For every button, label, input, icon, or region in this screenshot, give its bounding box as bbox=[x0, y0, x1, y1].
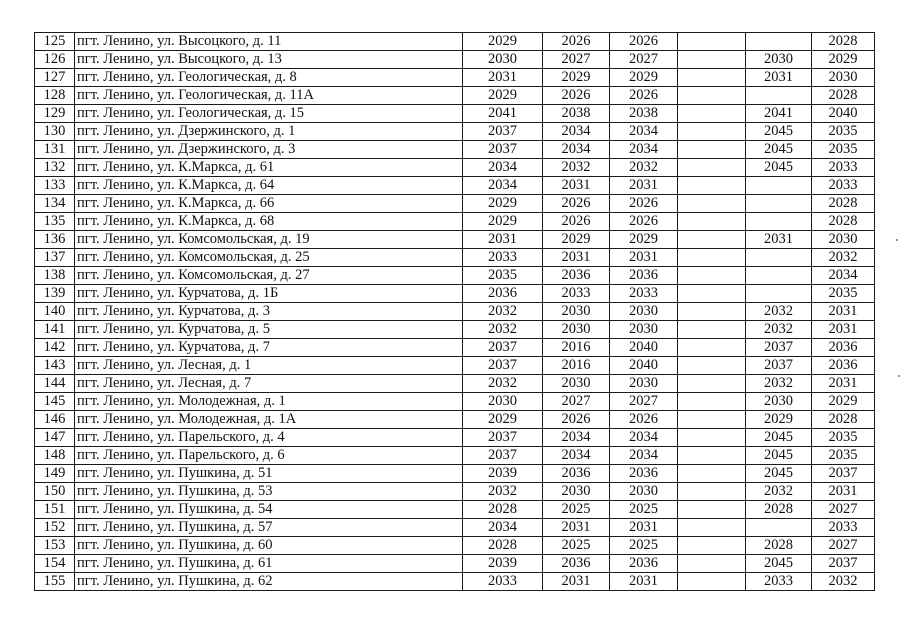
year-cell-2: 2026 bbox=[543, 195, 610, 213]
table-row bbox=[35, 141, 875, 159]
year-cell-1: 2031 bbox=[463, 69, 543, 87]
row-number: 148 bbox=[35, 447, 75, 465]
year-cell-4 bbox=[678, 429, 746, 447]
address-cell: пгт. Ленино, ул. Дзержинского, д. 1 bbox=[75, 123, 463, 141]
year-cell-6: 2028 bbox=[812, 33, 875, 51]
year-cell-4 bbox=[678, 393, 746, 411]
year-cell-5: 2028 bbox=[746, 501, 812, 519]
row-number: 151 bbox=[35, 501, 75, 519]
address-cell: пгт. Ленино, ул. К.Маркса, д. 64 bbox=[75, 177, 463, 195]
year-cell-3: 2027 bbox=[610, 393, 678, 411]
row-number: 140 bbox=[35, 303, 75, 321]
address-cell: пгт. Ленино, ул. Лесная, д. 1 bbox=[75, 357, 463, 375]
table-row bbox=[35, 303, 875, 321]
year-cell-1: 2037 bbox=[463, 429, 543, 447]
year-cell-3: 2034 bbox=[610, 141, 678, 159]
year-cell-6: 2028 bbox=[812, 87, 875, 105]
table-body bbox=[35, 33, 875, 591]
year-cell-4 bbox=[678, 375, 746, 393]
year-cell-2: 2031 bbox=[543, 177, 610, 195]
year-cell-5: 2045 bbox=[746, 159, 812, 177]
year-cell-5: 2045 bbox=[746, 555, 812, 573]
year-cell-4 bbox=[678, 501, 746, 519]
address-cell: пгт. Ленино, ул. Курчатова, д. 7 bbox=[75, 339, 463, 357]
table-row bbox=[35, 483, 875, 501]
year-cell-5 bbox=[746, 519, 812, 537]
year-cell-3: 2040 bbox=[610, 339, 678, 357]
year-cell-1: 2033 bbox=[463, 249, 543, 267]
year-cell-2: 2016 bbox=[543, 339, 610, 357]
address-cell: пгт. Ленино, ул. Комсомольская, д. 27 bbox=[75, 267, 463, 285]
year-cell-2: 2034 bbox=[543, 429, 610, 447]
table-row bbox=[35, 69, 875, 87]
year-cell-3: 2030 bbox=[610, 303, 678, 321]
year-cell-1: 2037 bbox=[463, 123, 543, 141]
address-cell: пгт. Ленино, ул. К.Маркса, д. 61 bbox=[75, 159, 463, 177]
year-cell-2: 2026 bbox=[543, 87, 610, 105]
year-cell-4 bbox=[678, 411, 746, 429]
row-number: 128 bbox=[35, 87, 75, 105]
year-cell-1: 2037 bbox=[463, 357, 543, 375]
year-cell-1: 2032 bbox=[463, 375, 543, 393]
year-cell-2: 2031 bbox=[543, 249, 610, 267]
row-number: 143 bbox=[35, 357, 75, 375]
year-cell-6: 2037 bbox=[812, 465, 875, 483]
year-cell-3: 2025 bbox=[610, 501, 678, 519]
table-row bbox=[35, 537, 875, 555]
year-cell-5: 2045 bbox=[746, 447, 812, 465]
year-cell-3: 2030 bbox=[610, 321, 678, 339]
year-cell-1: 2030 bbox=[463, 393, 543, 411]
address-cell: пгт. Ленино, ул. Дзержинского, д. 3 bbox=[75, 141, 463, 159]
year-cell-2: 2031 bbox=[543, 519, 610, 537]
year-cell-2: 2034 bbox=[543, 123, 610, 141]
year-cell-1: 2032 bbox=[463, 321, 543, 339]
year-cell-3: 2034 bbox=[610, 447, 678, 465]
year-cell-5: 2032 bbox=[746, 375, 812, 393]
table-row bbox=[35, 213, 875, 231]
year-cell-5: 2031 bbox=[746, 231, 812, 249]
table-row bbox=[35, 321, 875, 339]
year-cell-5: 2041 bbox=[746, 105, 812, 123]
address-cell: пгт. Ленино, ул. Пушкина, д. 60 bbox=[75, 537, 463, 555]
year-cell-1: 2034 bbox=[463, 177, 543, 195]
year-cell-1: 2037 bbox=[463, 141, 543, 159]
year-cell-6: 2036 bbox=[812, 339, 875, 357]
year-cell-3: 2033 bbox=[610, 285, 678, 303]
row-number: 152 bbox=[35, 519, 75, 537]
year-cell-2: 2036 bbox=[543, 465, 610, 483]
year-cell-4 bbox=[678, 69, 746, 87]
table-row bbox=[35, 177, 875, 195]
year-cell-1: 2028 bbox=[463, 537, 543, 555]
year-cell-3: 2031 bbox=[610, 249, 678, 267]
year-cell-6: 2035 bbox=[812, 123, 875, 141]
table-row bbox=[35, 519, 875, 537]
year-cell-2: 2026 bbox=[543, 411, 610, 429]
year-cell-6: 2027 bbox=[812, 537, 875, 555]
year-cell-5: 2033 bbox=[746, 573, 812, 591]
year-cell-6: 2035 bbox=[812, 429, 875, 447]
row-number: 131 bbox=[35, 141, 75, 159]
year-cell-2: 2036 bbox=[543, 267, 610, 285]
year-cell-4 bbox=[678, 357, 746, 375]
table-row bbox=[35, 447, 875, 465]
address-cell: пгт. Ленино, ул. Пушкина, д. 57 bbox=[75, 519, 463, 537]
table-row bbox=[35, 51, 875, 69]
address-cell: пгт. Ленино, ул. Геологическая, д. 8 bbox=[75, 69, 463, 87]
year-cell-3: 2031 bbox=[610, 519, 678, 537]
year-cell-6: 2036 bbox=[812, 357, 875, 375]
scan-speck bbox=[896, 239, 898, 241]
year-cell-4 bbox=[678, 267, 746, 285]
year-cell-2: 2030 bbox=[543, 375, 610, 393]
year-cell-1: 2029 bbox=[463, 33, 543, 51]
table-row bbox=[35, 375, 875, 393]
year-cell-6: 2029 bbox=[812, 393, 875, 411]
row-number: 129 bbox=[35, 105, 75, 123]
row-number: 154 bbox=[35, 555, 75, 573]
row-number: 141 bbox=[35, 321, 75, 339]
year-cell-4 bbox=[678, 573, 746, 591]
year-cell-5: 2032 bbox=[746, 321, 812, 339]
row-number: 155 bbox=[35, 573, 75, 591]
year-cell-2: 2027 bbox=[543, 51, 610, 69]
address-cell: пгт. Ленино, ул. Пушкина, д. 53 bbox=[75, 483, 463, 501]
year-cell-3: 2036 bbox=[610, 465, 678, 483]
address-cell: пгт. Ленино, ул. Геологическая, д. 15 bbox=[75, 105, 463, 123]
year-cell-1: 2035 bbox=[463, 267, 543, 285]
year-cell-2: 2030 bbox=[543, 321, 610, 339]
year-cell-1: 2039 bbox=[463, 555, 543, 573]
table-row bbox=[35, 393, 875, 411]
address-cell: пгт. Ленино, ул. Лесная, д. 7 bbox=[75, 375, 463, 393]
table-row bbox=[35, 555, 875, 573]
year-cell-3: 2025 bbox=[610, 537, 678, 555]
address-cell: пгт. Ленино, ул. Комсомольская, д. 19 bbox=[75, 231, 463, 249]
year-cell-2: 2030 bbox=[543, 483, 610, 501]
year-cell-2: 2025 bbox=[543, 537, 610, 555]
year-cell-6: 2031 bbox=[812, 483, 875, 501]
year-cell-5 bbox=[746, 267, 812, 285]
table-row bbox=[35, 195, 875, 213]
table-row bbox=[35, 465, 875, 483]
year-cell-3: 2031 bbox=[610, 177, 678, 195]
year-cell-5: 2037 bbox=[746, 339, 812, 357]
table-row bbox=[35, 501, 875, 519]
year-cell-5 bbox=[746, 195, 812, 213]
year-cell-6: 2030 bbox=[812, 231, 875, 249]
year-cell-3: 2026 bbox=[610, 33, 678, 51]
year-cell-2: 2026 bbox=[543, 33, 610, 51]
year-cell-5: 2045 bbox=[746, 141, 812, 159]
address-cell: пгт. Ленино, ул. К.Маркса, д. 66 bbox=[75, 195, 463, 213]
year-cell-6: 2028 bbox=[812, 213, 875, 231]
year-cell-1: 2030 bbox=[463, 51, 543, 69]
row-number: 144 bbox=[35, 375, 75, 393]
year-cell-3: 2031 bbox=[610, 573, 678, 591]
year-cell-3: 2026 bbox=[610, 411, 678, 429]
table-row bbox=[35, 429, 875, 447]
year-cell-3: 2034 bbox=[610, 429, 678, 447]
year-cell-3: 2027 bbox=[610, 51, 678, 69]
row-number: 139 bbox=[35, 285, 75, 303]
year-cell-4 bbox=[678, 105, 746, 123]
row-number: 138 bbox=[35, 267, 75, 285]
year-cell-2: 2032 bbox=[543, 159, 610, 177]
year-cell-3: 2026 bbox=[610, 87, 678, 105]
year-cell-3: 2026 bbox=[610, 213, 678, 231]
year-cell-5: 2029 bbox=[746, 411, 812, 429]
year-cell-2: 2031 bbox=[543, 573, 610, 591]
year-cell-3: 2029 bbox=[610, 69, 678, 87]
year-cell-1: 2036 bbox=[463, 285, 543, 303]
address-cell: пгт. Ленино, ул. Комсомольская, д. 25 bbox=[75, 249, 463, 267]
year-cell-5: 2032 bbox=[746, 483, 812, 501]
year-cell-4 bbox=[678, 321, 746, 339]
year-cell-2: 2036 bbox=[543, 555, 610, 573]
row-number: 142 bbox=[35, 339, 75, 357]
year-cell-1: 2031 bbox=[463, 231, 543, 249]
year-cell-5: 2031 bbox=[746, 69, 812, 87]
year-cell-6: 2034 bbox=[812, 267, 875, 285]
year-cell-5: 2045 bbox=[746, 429, 812, 447]
address-cell: пгт. Ленино, ул. К.Маркса, д. 68 bbox=[75, 213, 463, 231]
table-row bbox=[35, 231, 875, 249]
row-number: 126 bbox=[35, 51, 75, 69]
year-cell-5 bbox=[746, 87, 812, 105]
table-row bbox=[35, 573, 875, 591]
year-cell-2: 2034 bbox=[543, 141, 610, 159]
row-number: 133 bbox=[35, 177, 75, 195]
address-cell: пгт. Ленино, ул. Курчатова, д. 3 bbox=[75, 303, 463, 321]
year-cell-6: 2032 bbox=[812, 249, 875, 267]
year-cell-4 bbox=[678, 285, 746, 303]
row-number: 132 bbox=[35, 159, 75, 177]
year-cell-6: 2040 bbox=[812, 105, 875, 123]
year-cell-6: 2028 bbox=[812, 195, 875, 213]
address-cell: пгт. Ленино, ул. Пушкина, д. 54 bbox=[75, 501, 463, 519]
year-cell-1: 2028 bbox=[463, 501, 543, 519]
table-row bbox=[35, 87, 875, 105]
year-cell-2: 2029 bbox=[543, 69, 610, 87]
year-cell-4 bbox=[678, 87, 746, 105]
year-cell-2: 2027 bbox=[543, 393, 610, 411]
row-number: 135 bbox=[35, 213, 75, 231]
year-cell-6: 2027 bbox=[812, 501, 875, 519]
housing-schedule-table bbox=[34, 32, 875, 591]
year-cell-4 bbox=[678, 141, 746, 159]
year-cell-4 bbox=[678, 33, 746, 51]
address-cell: пгт. Ленино, ул. Пушкина, д. 61 bbox=[75, 555, 463, 573]
address-cell: пгт. Ленино, ул. Курчатова, д. 5 bbox=[75, 321, 463, 339]
year-cell-6: 2031 bbox=[812, 321, 875, 339]
year-cell-4 bbox=[678, 213, 746, 231]
year-cell-4 bbox=[678, 537, 746, 555]
year-cell-2: 2030 bbox=[543, 303, 610, 321]
year-cell-4 bbox=[678, 483, 746, 501]
row-number: 149 bbox=[35, 465, 75, 483]
address-cell: пгт. Ленино, ул. Геологическая, д. 11А bbox=[75, 87, 463, 105]
row-number: 134 bbox=[35, 195, 75, 213]
year-cell-6: 2028 bbox=[812, 411, 875, 429]
year-cell-4 bbox=[678, 177, 746, 195]
year-cell-6: 2031 bbox=[812, 375, 875, 393]
row-number: 127 bbox=[35, 69, 75, 87]
year-cell-3: 2036 bbox=[610, 267, 678, 285]
address-cell: пгт. Ленино, ул. Парельского, д. 4 bbox=[75, 429, 463, 447]
year-cell-3: 2026 bbox=[610, 195, 678, 213]
scan-speck bbox=[898, 375, 900, 377]
row-number: 153 bbox=[35, 537, 75, 555]
year-cell-4 bbox=[678, 159, 746, 177]
row-number: 130 bbox=[35, 123, 75, 141]
year-cell-3: 2040 bbox=[610, 357, 678, 375]
address-cell: пгт. Ленино, ул. Пушкина, д. 51 bbox=[75, 465, 463, 483]
year-cell-2: 2038 bbox=[543, 105, 610, 123]
year-cell-1: 2033 bbox=[463, 573, 543, 591]
address-cell: пгт. Ленино, ул. Высоцкого, д. 11 bbox=[75, 33, 463, 51]
row-number: 137 bbox=[35, 249, 75, 267]
year-cell-5 bbox=[746, 213, 812, 231]
year-cell-4 bbox=[678, 465, 746, 483]
year-cell-1: 2029 bbox=[463, 195, 543, 213]
year-cell-3: 2030 bbox=[610, 375, 678, 393]
year-cell-5: 2032 bbox=[746, 303, 812, 321]
year-cell-1: 2029 bbox=[463, 411, 543, 429]
table-row bbox=[35, 33, 875, 51]
year-cell-1: 2034 bbox=[463, 159, 543, 177]
year-cell-3: 2030 bbox=[610, 483, 678, 501]
year-cell-1: 2039 bbox=[463, 465, 543, 483]
year-cell-3: 2036 bbox=[610, 555, 678, 573]
year-cell-1: 2029 bbox=[463, 87, 543, 105]
year-cell-1: 2029 bbox=[463, 213, 543, 231]
year-cell-5: 2037 bbox=[746, 357, 812, 375]
year-cell-2: 2025 bbox=[543, 501, 610, 519]
year-cell-6: 2033 bbox=[812, 177, 875, 195]
year-cell-4 bbox=[678, 519, 746, 537]
year-cell-4 bbox=[678, 51, 746, 69]
year-cell-5: 2045 bbox=[746, 123, 812, 141]
year-cell-1: 2034 bbox=[463, 519, 543, 537]
address-cell: пгт. Ленино, ул. Молодежная, д. 1 bbox=[75, 393, 463, 411]
year-cell-2: 2033 bbox=[543, 285, 610, 303]
row-number: 125 bbox=[35, 33, 75, 51]
year-cell-6: 2031 bbox=[812, 303, 875, 321]
year-cell-6: 2035 bbox=[812, 285, 875, 303]
year-cell-1: 2037 bbox=[463, 447, 543, 465]
table-row bbox=[35, 267, 875, 285]
year-cell-5: 2045 bbox=[746, 465, 812, 483]
table-row bbox=[35, 411, 875, 429]
year-cell-4 bbox=[678, 303, 746, 321]
table-row bbox=[35, 339, 875, 357]
row-number: 136 bbox=[35, 231, 75, 249]
year-cell-1: 2037 bbox=[463, 339, 543, 357]
year-cell-6: 2030 bbox=[812, 69, 875, 87]
year-cell-2: 2016 bbox=[543, 357, 610, 375]
year-cell-4 bbox=[678, 339, 746, 357]
year-cell-4 bbox=[678, 231, 746, 249]
table-row bbox=[35, 285, 875, 303]
year-cell-5: 2030 bbox=[746, 51, 812, 69]
year-cell-2: 2029 bbox=[543, 231, 610, 249]
year-cell-4 bbox=[678, 447, 746, 465]
row-number: 145 bbox=[35, 393, 75, 411]
table-row bbox=[35, 357, 875, 375]
year-cell-6: 2033 bbox=[812, 159, 875, 177]
address-cell: пгт. Ленино, ул. Пушкина, д. 62 bbox=[75, 573, 463, 591]
year-cell-6: 2035 bbox=[812, 447, 875, 465]
row-number: 147 bbox=[35, 429, 75, 447]
year-cell-1: 2032 bbox=[463, 483, 543, 501]
year-cell-5 bbox=[746, 285, 812, 303]
address-cell: пгт. Ленино, ул. Парельского, д. 6 bbox=[75, 447, 463, 465]
year-cell-6: 2037 bbox=[812, 555, 875, 573]
table-row bbox=[35, 159, 875, 177]
year-cell-4 bbox=[678, 555, 746, 573]
table-row bbox=[35, 123, 875, 141]
year-cell-3: 2032 bbox=[610, 159, 678, 177]
year-cell-3: 2034 bbox=[610, 123, 678, 141]
year-cell-4 bbox=[678, 195, 746, 213]
table-row bbox=[35, 105, 875, 123]
address-cell: пгт. Ленино, ул. Курчатова, д. 1Б bbox=[75, 285, 463, 303]
year-cell-3: 2029 bbox=[610, 231, 678, 249]
year-cell-6: 2029 bbox=[812, 51, 875, 69]
year-cell-5: 2030 bbox=[746, 393, 812, 411]
year-cell-4 bbox=[678, 249, 746, 267]
year-cell-3: 2038 bbox=[610, 105, 678, 123]
year-cell-6: 2032 bbox=[812, 573, 875, 591]
row-number: 150 bbox=[35, 483, 75, 501]
table-row bbox=[35, 249, 875, 267]
address-cell: пгт. Ленино, ул. Высоцкого, д. 13 bbox=[75, 51, 463, 69]
year-cell-4 bbox=[678, 123, 746, 141]
year-cell-5 bbox=[746, 177, 812, 195]
address-cell: пгт. Ленино, ул. Молодежная, д. 1А bbox=[75, 411, 463, 429]
row-number: 146 bbox=[35, 411, 75, 429]
year-cell-1: 2032 bbox=[463, 303, 543, 321]
year-cell-6: 2033 bbox=[812, 519, 875, 537]
year-cell-5 bbox=[746, 33, 812, 51]
year-cell-5 bbox=[746, 249, 812, 267]
year-cell-2: 2026 bbox=[543, 213, 610, 231]
year-cell-5: 2028 bbox=[746, 537, 812, 555]
year-cell-2: 2034 bbox=[543, 447, 610, 465]
year-cell-1: 2041 bbox=[463, 105, 543, 123]
year-cell-6: 2035 bbox=[812, 141, 875, 159]
